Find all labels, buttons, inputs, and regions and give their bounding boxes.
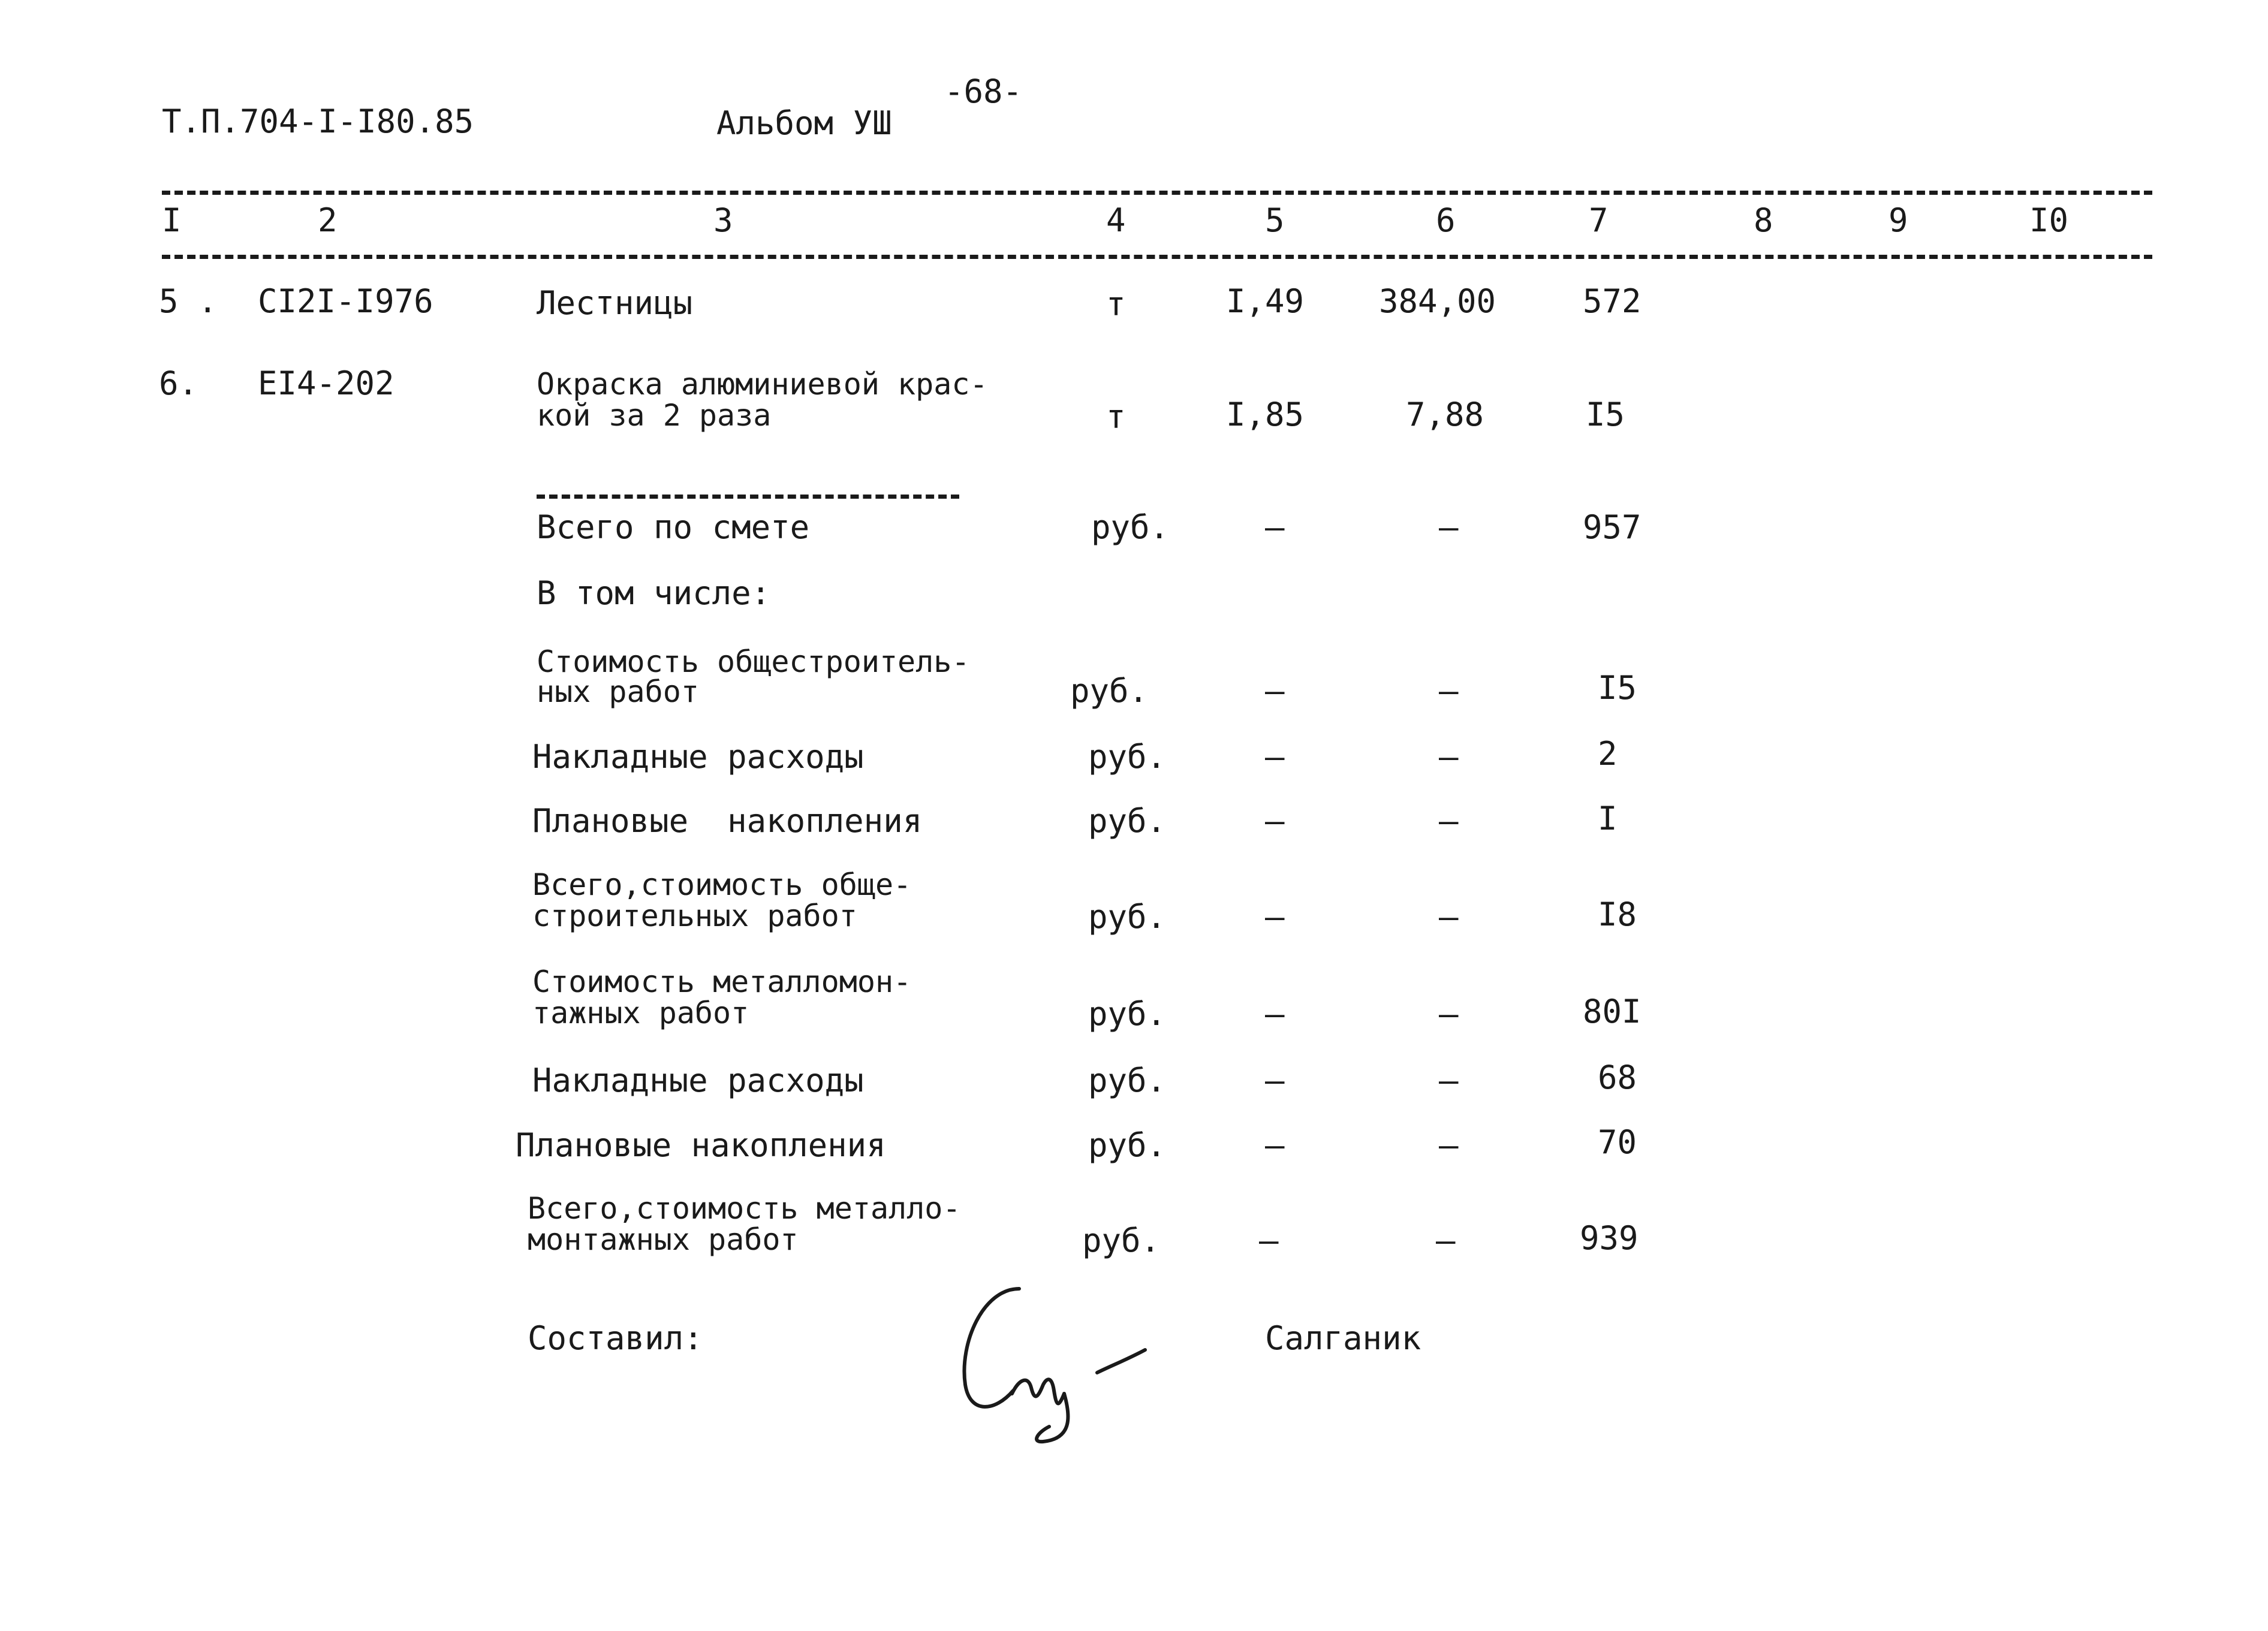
table-header-rule [162,255,2152,259]
summary-col6: – [1439,1126,1459,1164]
row-unit: т [1106,285,1126,323]
summary-unit: руб. [1088,738,1167,776]
column-header-5: 5 [1265,201,1285,239]
row-number: 6. [159,364,198,402]
album-label: Альбом УШ [716,104,892,142]
summary-unit: руб. [1091,508,1170,546]
summary-label-line-1: Всего,стоимость обще- [532,867,912,902]
summary-unit: руб. [1088,1126,1167,1164]
summary-label: Накладные расходы [532,738,864,776]
row-code: CI2I-I976 [258,282,433,320]
summary-unit: руб. [1088,898,1167,936]
compiled-by-label: Составил: [528,1319,703,1357]
summary-col5: – [1265,1062,1285,1099]
summary-unit: руб. [1082,1222,1161,1259]
summary-col5: – [1265,898,1285,936]
summary-label-line-2: тажных работ [532,996,749,1030]
summary-label-line-1: Стоимость металломон- [532,964,912,999]
summary-unit: руб. [1070,672,1149,710]
signature [947,1271,1163,1451]
row-quantity: I,85 [1226,396,1305,433]
summary-label: Плановые накопления [516,1126,886,1164]
summary-total: 68 [1598,1059,1637,1096]
row-total: I5 [1586,396,1625,433]
summary-label-line-2: ных работ [537,674,699,709]
summary-label: Накладные расходы [532,1062,864,1099]
summary-total: 2 [1598,735,1618,773]
summary-total: 939 [1580,1219,1638,1257]
column-header-7: 7 [1589,201,1609,239]
summary-col5: – [1265,738,1285,776]
summary-total: I [1598,800,1618,837]
summary-label-line-1: Всего,стоимость металло- [528,1191,961,1226]
column-header-1: I [162,201,182,239]
summary-total: 957 [1583,508,1641,546]
totals-separator [537,495,959,499]
row-total: 572 [1583,282,1641,320]
column-header-10: I0 [2029,201,2069,239]
row-code: EI4-202 [258,364,394,402]
column-header-8: 8 [1754,201,1773,239]
summary-total: 80I [1583,993,1641,1030]
summary-col6: – [1439,802,1459,840]
summary-label-line-1: Стоимость общестроитель- [537,644,970,679]
summary-col6: – [1439,508,1459,546]
summary-label-line-2: строительных работ [532,899,857,933]
including-label: В том числе: [537,574,771,612]
table-top-rule [162,191,2152,195]
summary-total: 70 [1598,1123,1637,1161]
summary-col5: – [1265,1126,1285,1164]
summary-col6: – [1439,738,1459,776]
summary-unit: руб. [1088,995,1167,1033]
summary-label-line-2: монтажных работ [528,1222,799,1257]
summary-unit: руб. [1088,802,1167,840]
summary-label: Всего по смете [537,508,810,546]
summary-col6: – [1439,1062,1459,1099]
column-header-3: 3 [713,201,733,239]
column-header-6: 6 [1436,201,1456,239]
summary-col5: – [1265,672,1285,710]
row-quantity: I,49 [1226,282,1305,320]
row-name-line-2: кой за 2 раза [537,398,772,433]
row-unit: т [1106,398,1126,436]
summary-col5: – [1265,995,1285,1033]
summary-total: I5 [1598,669,1637,707]
summary-label: Плановые накопления [532,802,923,840]
column-header-2: 2 [318,201,338,239]
row-name: Лестницы [537,284,693,322]
summary-unit: руб. [1088,1062,1167,1099]
summary-col6: – [1439,995,1459,1033]
row-name-line-1: Окраска алюминиевой крас- [537,367,988,402]
row-unit-price: 384,00 [1379,282,1496,320]
row-unit-price: 7,88 [1406,396,1484,433]
summary-col5: – [1259,1222,1279,1259]
summary-col6: – [1436,1222,1456,1259]
summary-col5: – [1265,508,1285,546]
column-header-4: 4 [1106,201,1126,239]
summary-col5: – [1265,802,1285,840]
row-number: 5 . [159,282,218,320]
document-code: Т.П.704-I-I80.85 [162,102,474,140]
summary-col6: – [1439,898,1459,936]
summary-total: I8 [1598,896,1637,933]
column-header-9: 9 [1889,201,1908,239]
page-number: -68- [944,73,1023,110]
compiler-name: Салганик [1265,1319,1421,1357]
summary-col6: – [1439,672,1459,710]
